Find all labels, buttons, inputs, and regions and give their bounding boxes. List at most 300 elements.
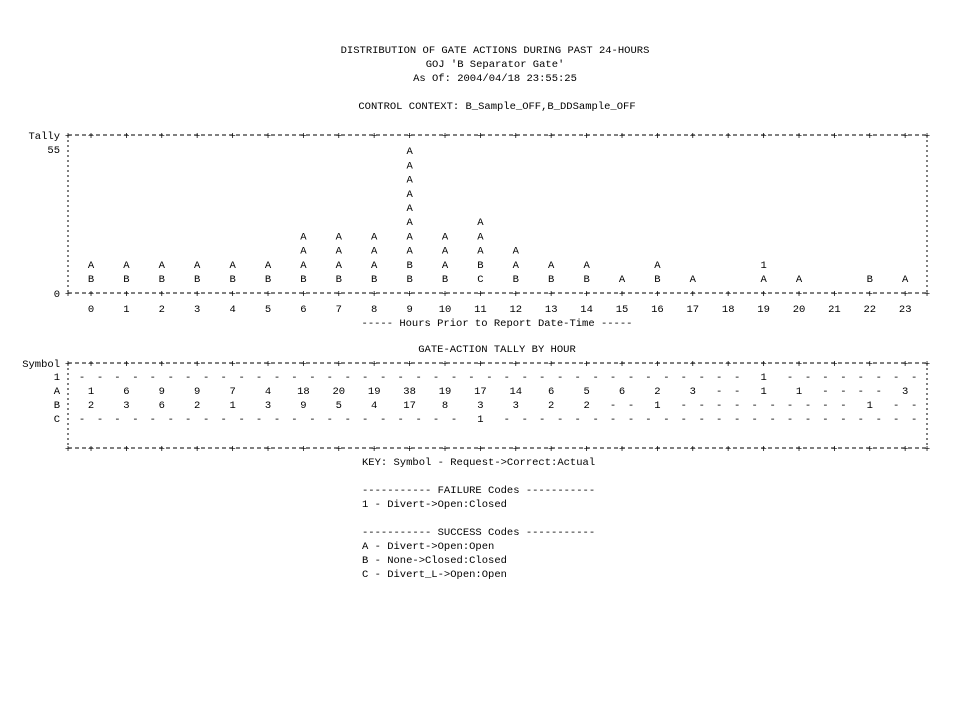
tally-cell: 3 (902, 386, 909, 398)
x-tick-label: 0 (87, 304, 95, 316)
tally-empty-dash: - (326, 414, 333, 426)
chart-top-tick: + (795, 131, 803, 143)
tally-empty-dash: - (786, 400, 794, 412)
chart-top-tick: + (923, 131, 931, 143)
chart-axis-tick: + (335, 289, 342, 301)
chart-axis-tick: + (866, 289, 873, 301)
tally-bottom-tick: + (335, 444, 342, 456)
tally-bottom-tick: + (795, 444, 803, 456)
y-tick-label: 55 (47, 145, 60, 157)
tally-top-tick: + (583, 359, 590, 371)
tally-empty-dash: - (185, 372, 192, 384)
chart-mark-B: B (512, 274, 519, 286)
tally-cell: 38 (403, 386, 416, 398)
tally-empty-dash: - (397, 414, 404, 426)
report-subtitle: GOJ 'B Separator Gate' (425, 59, 565, 71)
chart-mark-A: A (87, 259, 95, 272)
x-tick-label: 8 (371, 304, 378, 316)
tally-top-tick: + (548, 359, 555, 371)
tally-empty-dash: - (645, 414, 652, 426)
tally-cell: 3 (264, 400, 272, 412)
tally-cell: 3 (477, 400, 484, 412)
tally-bottom-tick: + (583, 444, 590, 456)
tally-empty-dash: - (734, 414, 741, 426)
x-tick-label: 23 (898, 304, 912, 316)
tally-empty-dash: - (875, 386, 882, 398)
chart-mark-A: A (654, 259, 661, 272)
tally-title: GATE-ACTION TALLY BY HOUR (418, 344, 576, 356)
tally-cell: 9 (158, 386, 165, 398)
chart-axis-tick: + (618, 289, 626, 301)
tally-empty-dash: - (627, 414, 635, 426)
chart-mark-A: A (406, 231, 413, 244)
chart-mark-A: A (477, 231, 484, 244)
tally-empty-dash: - (78, 414, 86, 426)
tally-empty-dash: - (698, 372, 705, 384)
tally-cell: 5 (335, 400, 342, 412)
tally-bottom-tick: + (923, 444, 931, 456)
tally-top-tick: + (760, 359, 767, 371)
chart-mark-A: A (371, 245, 378, 258)
chart-mark-B: B (87, 274, 95, 286)
tally-cell: 1 (795, 386, 803, 398)
chart-axis-tick: + (300, 289, 307, 301)
tally-empty-dash: - (769, 400, 776, 412)
tally-top-tick: + (902, 359, 909, 371)
tally-top-tick: + (64, 359, 72, 371)
tally-top-tick: + (406, 359, 413, 371)
tally-empty-dash: - (503, 414, 510, 426)
tally-empty-dash: - (804, 414, 812, 426)
chart-top-tick: + (902, 131, 909, 143)
chart-axis-tick: + (831, 289, 838, 301)
chart-mark-B: B (264, 274, 272, 286)
tally-empty-dash: - (804, 400, 812, 412)
x-tick-label: 5 (264, 304, 272, 316)
tally-cell: 1 (654, 400, 661, 412)
tally-bottom-tick: + (725, 444, 732, 456)
chart-mark-B: B (371, 274, 378, 286)
tally-cell: 1 (760, 386, 767, 398)
tally-empty-dash: - (716, 372, 723, 384)
chart-mark-A: A (441, 245, 449, 258)
chart-mark-A: A (194, 259, 201, 272)
tally-empty-dash: - (450, 414, 458, 426)
tally-empty-dash: - (680, 414, 687, 426)
tally-empty-dash: - (875, 372, 882, 384)
tally-empty-dash: - (893, 414, 900, 426)
chart-axis-tick: + (194, 289, 201, 301)
tally-empty-dash: - (96, 414, 104, 426)
control-context: CONTROL CONTEXT: B_Sample_OFF,B_DDSample_OFF (358, 101, 636, 113)
tally-empty-dash: - (344, 372, 351, 384)
chart-mark-A: A (760, 274, 767, 286)
tally-bottom-tick: + (866, 444, 873, 456)
chart-mark-B: B (123, 274, 130, 286)
chart-mark-A: A (158, 259, 165, 272)
chart-mark-A: A (477, 245, 484, 258)
tally-empty-dash: - (698, 400, 705, 412)
tally-row-symbol: B (53, 400, 60, 412)
tally-empty-dash: - (609, 400, 617, 412)
success-code-item: B - None->Closed:Closed (362, 555, 507, 567)
tally-empty-dash: - (273, 414, 281, 426)
chart-mark-B: B (654, 274, 661, 286)
tally-empty-dash: - (663, 372, 670, 384)
tally-empty-dash: - (893, 400, 900, 412)
chart-mark-B: B (194, 274, 201, 286)
chart-axis-tick: + (923, 289, 931, 301)
tally-bottom-tick: + (194, 444, 201, 456)
tally-cell: 6 (123, 386, 130, 398)
tally-empty-dash: - (96, 372, 104, 384)
chart-top-tick: + (194, 131, 201, 143)
chart-top-tick: + (441, 131, 449, 143)
chart-mark-A: A (335, 231, 342, 244)
chart-mark-B: B (866, 274, 873, 286)
tally-empty-dash: - (114, 414, 121, 426)
tally-empty-dash: - (822, 414, 829, 426)
tally-cell: 6 (548, 386, 555, 398)
tally-empty-dash: - (362, 372, 369, 384)
tally-empty-dash: - (149, 372, 156, 384)
tally-empty-dash: - (680, 400, 687, 412)
tally-bottom-tick: + (831, 444, 838, 456)
tally-cell: 19 (367, 386, 381, 398)
chart-mark-B: B (335, 274, 342, 286)
tally-empty-dash: - (734, 372, 741, 384)
chart-mark-B: B (158, 274, 165, 286)
tally-empty-dash: - (149, 414, 156, 426)
chart-top-tick: + (371, 131, 378, 143)
chart-mark-A: A (902, 274, 909, 286)
chart-axis-tick: + (441, 289, 449, 301)
report-title: DISTRIBUTION OF GATE ACTIONS DURING PAST 24-HOURS (340, 45, 650, 57)
chart-axis-tick: + (902, 289, 909, 301)
chart-axis-tick: + (548, 289, 555, 301)
chart-mark-A: A (512, 245, 519, 258)
tally-top-tick: + (441, 359, 449, 371)
x-tick-label: 7 (335, 304, 342, 316)
tally-empty-dash: - (751, 400, 758, 412)
x-tick-label: 3 (194, 304, 201, 316)
chart-top-tick: + (725, 131, 732, 143)
tally-empty-dash: - (663, 414, 670, 426)
x-tick-label: 20 (792, 304, 806, 316)
tally-empty-dash: - (698, 414, 705, 426)
tally-empty-dash: - (716, 414, 723, 426)
tally-bottom-tick: + (689, 444, 696, 456)
tally-empty-dash: - (114, 372, 121, 384)
tally-cell: 6 (618, 386, 626, 398)
x-tick-label: 16 (651, 304, 664, 316)
chart-axis-tick: + (229, 289, 236, 301)
chart-mark-A: A (512, 259, 519, 272)
tally-cell: 6 (158, 400, 165, 412)
tally-empty-dash: - (132, 414, 139, 426)
tally-cell: 2 (87, 400, 95, 412)
y-axis-label: Tally (28, 131, 60, 143)
tally-empty-dash: - (911, 372, 918, 384)
x-tick-label: 15 (615, 304, 629, 316)
tally-top-tick: + (831, 359, 838, 371)
tally-empty-dash: - (220, 414, 227, 426)
tally-empty-dash: - (432, 372, 440, 384)
chart-mark-A: A (335, 259, 342, 272)
tally-empty-dash: - (893, 372, 900, 384)
chart-top-tick: + (406, 131, 413, 143)
tally-empty-dash: - (468, 372, 475, 384)
success-code-item: A - Divert->Open:Open (362, 541, 495, 553)
tally-cell: 2 (194, 400, 201, 412)
failure-codes-header: ----------- FAILURE Codes ----------- (362, 485, 596, 497)
chart-axis-tick: + (264, 289, 272, 301)
chart-axis-tick: + (158, 289, 165, 301)
tally-top-tick: + (654, 359, 661, 371)
tally-cell: 17 (403, 400, 416, 412)
tally-cell: 3 (512, 400, 519, 412)
tally-top-tick: + (264, 359, 272, 371)
tally-empty-dash: - (804, 372, 812, 384)
tally-top-tick: + (194, 359, 201, 371)
tally-empty-dash: - (840, 372, 847, 384)
chart-mark-B: B (477, 259, 484, 272)
tally-bottom-tick: + (64, 444, 72, 456)
tally-bottom-tick: + (300, 444, 307, 456)
x-tick-label: 19 (757, 304, 770, 316)
chart-top-tick: + (335, 131, 342, 143)
chart-top-tick: + (760, 131, 767, 143)
chart-top-tick: + (548, 131, 555, 143)
tally-top-tick: + (335, 359, 342, 371)
chart-axis-tick: + (689, 289, 696, 301)
tally-empty-dash: - (840, 414, 847, 426)
chart-top-tick: + (158, 131, 165, 143)
tally-empty-dash: - (521, 414, 528, 426)
chart-mark-A: A (406, 146, 413, 159)
tally-empty-dash: - (220, 372, 227, 384)
tally-bottom-tick: + (87, 444, 95, 456)
chart-axis-tick: + (795, 289, 803, 301)
tally-bottom-tick: + (760, 444, 767, 456)
tally-empty-dash: - (397, 372, 404, 384)
tally-cell: 1 (866, 400, 873, 412)
tally-empty-dash: - (486, 372, 493, 384)
tally-cell: 1 (477, 414, 484, 426)
chart-axis-tick: + (371, 289, 378, 301)
tally-cell: 17 (474, 386, 487, 398)
tally-empty-dash: - (786, 372, 794, 384)
y-tick-label: 0 (53, 289, 60, 301)
chart-top-tick: + (512, 131, 519, 143)
x-tick-label: 1 (123, 304, 130, 316)
tally-empty-dash: - (309, 372, 316, 384)
chart-top-tick: + (264, 131, 272, 143)
tally-empty-dash: - (857, 414, 864, 426)
chart-top-tick: + (300, 131, 307, 143)
chart-mark-A: A (123, 259, 130, 272)
tally-cell: 3 (123, 400, 130, 412)
tally-empty-dash: - (734, 386, 741, 398)
tally-empty-dash: - (716, 386, 723, 398)
tally-empty-dash: - (592, 372, 599, 384)
x-tick-label: 9 (406, 304, 413, 316)
tally-cell: 19 (438, 386, 452, 398)
tally-empty-dash: - (203, 414, 210, 426)
chart-mark-A: A (371, 231, 378, 244)
chart-mark-1: 1 (760, 259, 767, 272)
x-axis-label: ----- Hours Prior to Report Date-Time ----- (361, 318, 633, 330)
chart-axis-tick: + (123, 289, 130, 301)
tally-empty-dash: - (167, 372, 174, 384)
tally-empty-dash: - (857, 372, 864, 384)
chart-mark-A: A (583, 259, 590, 272)
x-tick-label: 2 (158, 304, 165, 316)
tally-empty-dash: - (557, 414, 564, 426)
tally-empty-dash: - (786, 414, 794, 426)
tally-empty-dash: - (769, 414, 776, 426)
x-tick-label: 18 (721, 304, 735, 316)
tally-top-tick: + (477, 359, 484, 371)
tally-top-tick: + (725, 359, 732, 371)
tally-empty-dash: - (380, 414, 387, 426)
tally-empty-dash: - (238, 372, 245, 384)
tally-empty-dash: - (326, 372, 333, 384)
chart-top-tick: + (689, 131, 696, 143)
tally-bottom-tick: + (654, 444, 661, 456)
tally-empty-dash: - (627, 372, 635, 384)
tally-bottom-tick: + (441, 444, 449, 456)
tally-cell: 4 (264, 386, 272, 398)
tally-cell: 4 (371, 400, 378, 412)
tally-empty-dash: - (539, 372, 546, 384)
chart-axis-tick: + (725, 289, 732, 301)
tally-cell: 2 (654, 386, 661, 398)
chart-mark-A: A (441, 259, 449, 272)
tally-empty-dash: - (415, 414, 422, 426)
chart-mark-A: A (406, 203, 413, 215)
tally-empty-dash: - (380, 372, 387, 384)
chart-mark-A: A (618, 274, 626, 286)
tally-empty-dash: - (238, 414, 245, 426)
tally-empty-dash: - (609, 414, 617, 426)
tally-cell: 7 (229, 386, 236, 398)
chart-top-tick: + (618, 131, 626, 143)
tally-top-tick: + (512, 359, 519, 371)
tally-empty-dash: - (574, 372, 581, 384)
tally-bottom-tick: + (371, 444, 378, 456)
tally-top-tick: + (87, 359, 95, 371)
x-tick-label: 22 (863, 304, 877, 316)
x-tick-label: 13 (544, 304, 558, 316)
tally-empty-dash: - (822, 400, 829, 412)
tally-empty-dash: - (291, 372, 298, 384)
x-tick-label: 10 (438, 304, 452, 316)
chart-mark-B: B (406, 259, 413, 272)
chart-mark-A: A (477, 217, 484, 230)
tally-empty-dash: - (680, 372, 687, 384)
tally-top-tick: + (689, 359, 696, 371)
tally-empty-dash: - (362, 414, 369, 426)
tally-cell: 14 (509, 386, 523, 398)
chart-axis-tick: + (654, 289, 661, 301)
tally-empty-dash: - (309, 414, 316, 426)
tally-empty-dash: - (521, 372, 528, 384)
tally-cell: 2 (583, 400, 590, 412)
tally-bottom-tick: + (902, 444, 909, 456)
chart-axis-tick: + (477, 289, 484, 301)
tally-empty-dash: - (291, 414, 298, 426)
chart-top-tick: + (654, 131, 661, 143)
tally-row-symbol: 1 (53, 372, 60, 384)
tally-empty-dash: - (716, 400, 723, 412)
tally-row-symbol: C (53, 414, 60, 426)
tally-empty-dash: - (911, 414, 918, 426)
tally-bottom-tick: + (548, 444, 555, 456)
chart-axis-tick: + (406, 289, 413, 301)
tally-top-tick: + (923, 359, 931, 371)
chart-mark-A: A (689, 274, 696, 286)
tally-empty-dash: - (450, 372, 458, 384)
chart-mark-A: A (335, 245, 342, 258)
chart-mark-C: C (477, 274, 484, 286)
tally-symbol-header: Symbol (22, 359, 60, 371)
tally-top-tick: + (371, 359, 378, 371)
tally-top-tick: + (229, 359, 236, 371)
tally-top-tick: + (866, 359, 873, 371)
x-tick-label: 17 (686, 304, 700, 316)
chart-mark-A: A (406, 160, 413, 173)
tally-cell: 3 (689, 386, 696, 398)
tally-empty-dash: - (78, 372, 86, 384)
tally-top-tick: + (618, 359, 626, 371)
tally-bottom-tick: + (264, 444, 272, 456)
chart-top-tick: + (583, 131, 590, 143)
chart-mark-A: A (406, 245, 413, 258)
tally-empty-dash: - (911, 400, 918, 412)
tally-empty-dash: - (415, 372, 422, 384)
chart-mark-A: A (548, 259, 555, 272)
chart-mark-A: A (300, 259, 307, 272)
chart-mark-B: B (300, 274, 307, 286)
tally-cell: 2 (548, 400, 555, 412)
chart-mark-A: A (371, 259, 378, 272)
tally-top-tick: + (123, 359, 130, 371)
tally-bottom-tick: + (229, 444, 236, 456)
tally-empty-dash: - (751, 414, 758, 426)
chart-mark-B: B (548, 274, 555, 286)
chart-top-tick: + (123, 131, 130, 143)
x-tick-label: 12 (509, 304, 523, 316)
tally-empty-dash: - (557, 372, 564, 384)
tally-cell: 18 (297, 386, 310, 398)
chart-axis-tick: + (583, 289, 590, 301)
tally-empty-dash: - (255, 414, 263, 426)
tally-empty-dash: - (344, 414, 351, 426)
x-tick-label: 14 (580, 304, 593, 316)
tally-empty-dash: - (734, 400, 741, 412)
tally-empty-dash: - (822, 386, 829, 398)
tally-empty-dash: - (132, 372, 139, 384)
chart-top-tick: + (831, 131, 838, 143)
tally-empty-dash: - (185, 414, 192, 426)
tally-bottom-tick: + (477, 444, 484, 456)
success-code-item: C - Divert_L->Open:Open (362, 569, 507, 581)
chart-mark-A: A (300, 231, 307, 244)
chart-axis-tick: + (760, 289, 767, 301)
tally-row-symbol: A (53, 386, 60, 398)
tally-cell: 9 (194, 386, 201, 398)
